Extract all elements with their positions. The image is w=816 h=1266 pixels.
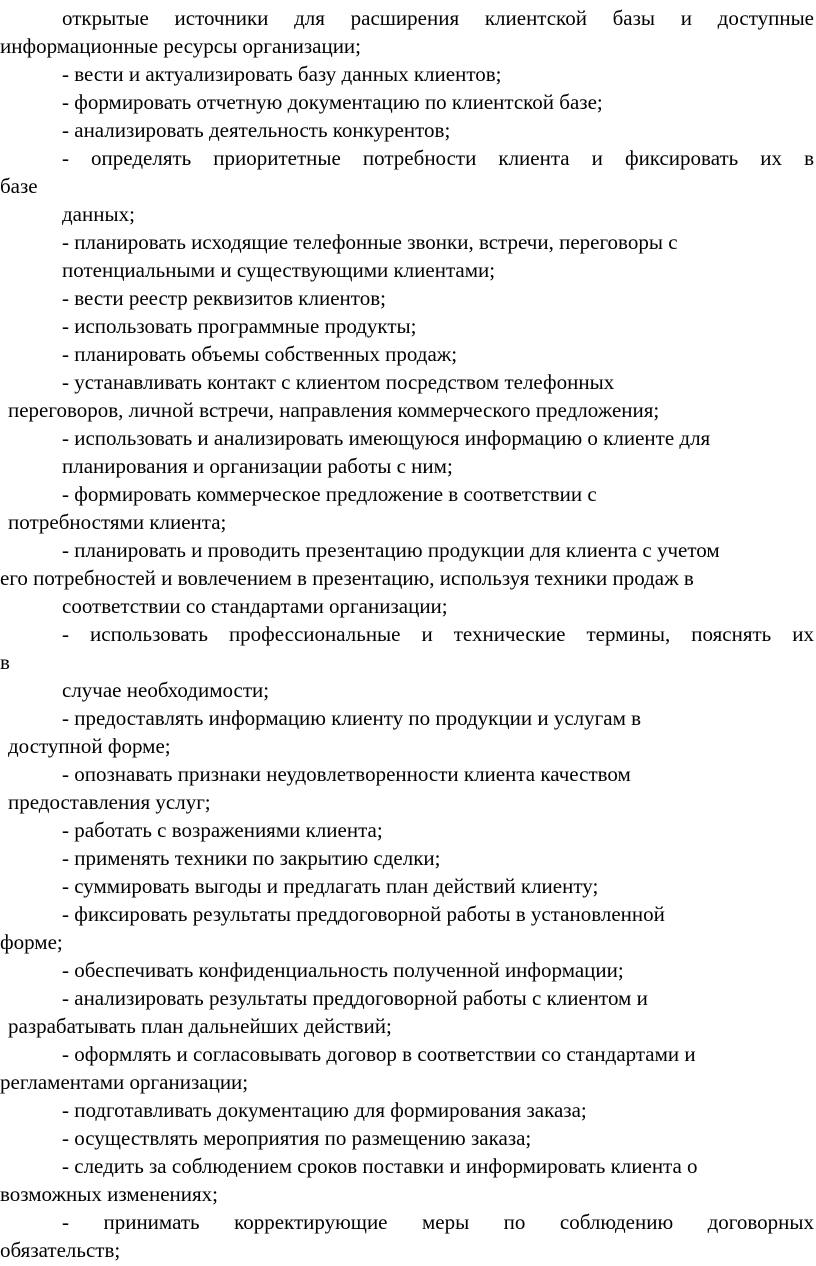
text-line: - суммировать выгоды и предлагать план действий клиенту;	[62, 874, 599, 898]
text-line: доступной форме;	[8, 734, 171, 758]
text-line: - устанавливать контакт с клиентом посредством телефонных	[62, 370, 615, 394]
text-line: обязательств;	[0, 1238, 121, 1262]
text-line: - формировать коммерческое предложение в соответствии с	[62, 482, 597, 506]
text-line: - работать с возражениями клиента;	[62, 818, 383, 842]
text-line: соответствии со стандартами организации;	[62, 594, 448, 618]
text-line: - формировать отчетную документацию по клиентской базе;	[62, 90, 603, 114]
text-line: - анализировать деятельность конкурентов;	[62, 118, 451, 142]
text-line: - планировать исходящие телефонные звонки, встречи, переговоры с	[62, 230, 678, 254]
text-line: - анализировать результаты преддоговорной работы с клиентом и	[62, 986, 648, 1010]
text-line: его потребностей и вовлечением в презентацию, используя техники продаж в	[0, 566, 694, 590]
text-line: форме;	[0, 930, 63, 954]
text-line: регламентами организации;	[0, 1070, 249, 1094]
text-line: - определять приоритетные потребности клиента и фиксировать их в	[62, 146, 814, 170]
text-line: - осуществлять мероприятия по размещению заказа;	[62, 1126, 532, 1150]
text-line: случае необходимости;	[62, 678, 270, 702]
text-line: - планировать объемы собственных продаж;	[62, 342, 458, 366]
text-line: открытые источники для расширения клиентской базы и доступные	[62, 6, 814, 30]
text-line: - фиксировать результаты преддоговорной работы в установленной	[62, 902, 665, 926]
text-line: - вести реестр реквизитов клиентов;	[62, 286, 386, 310]
text-line: данных;	[62, 202, 135, 226]
text-line: - использовать и анализировать имеющуюся информацию о клиенте для	[62, 426, 711, 450]
text-line: - предоставлять информацию клиенту по продукции и услугам в	[62, 706, 642, 730]
text-line: разрабатывать план дальнейших действий;	[8, 1014, 392, 1038]
text-line: - следить за соблюдением сроков поставки и информировать клиента о	[62, 1154, 698, 1178]
text-line: - применять техники по закрытию сделки;	[62, 846, 441, 870]
text-line: в	[0, 650, 10, 674]
text-line: - обеспечивать конфиденциальность полученной информации;	[62, 958, 624, 982]
text-line: - планировать и проводить презентацию продукции для клиента с учетом	[62, 538, 720, 562]
text-line: потребностями клиента;	[8, 510, 227, 534]
text-line: - вести и актуализировать базу данных клиентов;	[62, 62, 502, 86]
text-line: переговоров, личной встречи, направления коммерческого предложения;	[8, 398, 660, 422]
text-line: потенциальными и существующими клиентами;	[62, 258, 496, 282]
text-line: - опознавать признаки неудовлетворенности клиента качеством	[62, 762, 631, 786]
text-line: - принимать корректирующие меры по соблюдению договорных	[62, 1210, 814, 1234]
text-line: базе	[0, 174, 38, 198]
text-line: возможных изменениях;	[0, 1182, 219, 1206]
text-line: планирования и организации работы с ним;	[62, 454, 453, 478]
text-line: информационные ресурсы организации;	[0, 34, 362, 58]
text-line: - использовать программные продукты;	[62, 314, 417, 338]
text-line: - использовать профессиональные и технические термины, пояснять их	[62, 622, 814, 646]
text-line: - подготавливать документацию для формирования заказа;	[62, 1098, 587, 1122]
text-line: - оформлять и согласовывать договор в соответствии со стандартами и	[62, 1042, 696, 1066]
text-line: предоставления услуг;	[8, 790, 211, 814]
